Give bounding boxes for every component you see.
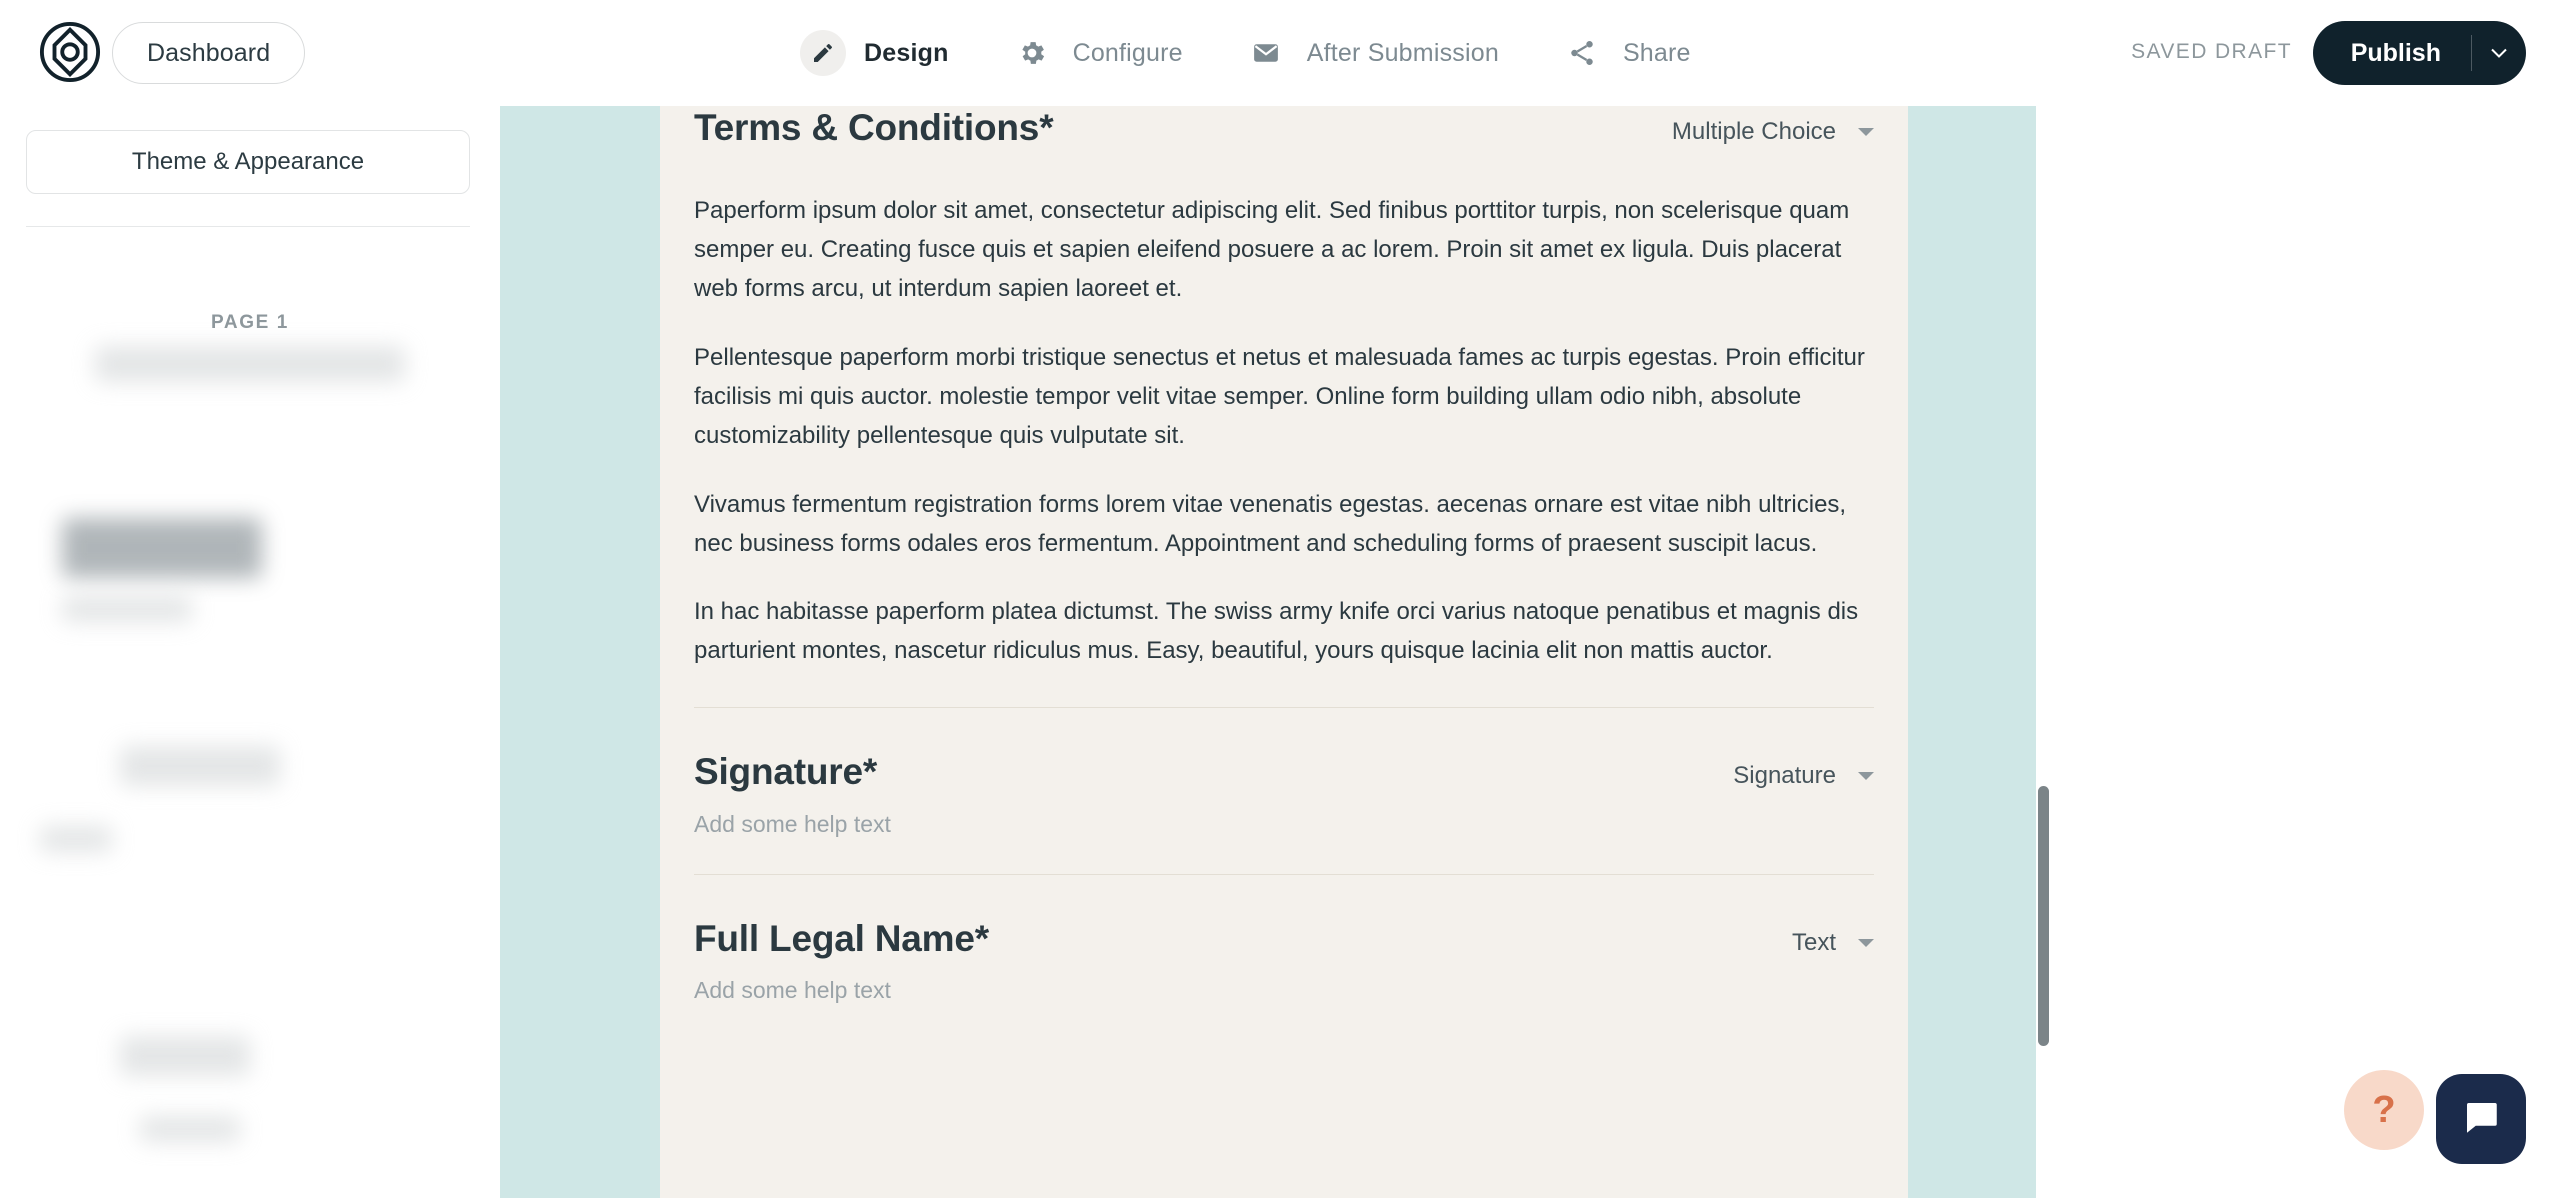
field-header: [694, 106, 1874, 150]
field-title[interactable]: [694, 750, 877, 794]
sidebar-preview-block: [140, 1116, 240, 1142]
form-field-full-legal-name[interactable]: [660, 917, 1908, 1040]
required-marker: *: [1039, 107, 1054, 148]
pencil-icon: [800, 30, 846, 76]
gear-icon: [1009, 30, 1055, 76]
publish-button[interactable]: [2313, 21, 2471, 85]
form-canvas: [500, 106, 2036, 1198]
top-bar: [0, 0, 2560, 106]
field-header: [694, 750, 1874, 794]
dashboard-label: Dashboard: [147, 38, 271, 67]
form-card: [660, 106, 1908, 1198]
chevron-down-icon: [1858, 939, 1874, 947]
required-marker: *: [974, 917, 989, 959]
field-title-text: Terms & Conditions: [694, 107, 1040, 148]
tab-design[interactable]: [800, 0, 949, 106]
share-icon: [1559, 30, 1605, 76]
main-nav-tabs: [800, 0, 1691, 106]
field-type-label: Multiple Choice: [1671, 118, 1836, 145]
sidebar-preview-block: [62, 518, 262, 578]
canvas-scrollbar-thumb[interactable]: [2038, 786, 2049, 1046]
chat-button[interactable]: [2436, 1074, 2526, 1164]
sidebar-divider: [26, 226, 470, 227]
tab-after-submission-label: After Submission: [1306, 38, 1499, 67]
field-title[interactable]: [694, 917, 989, 961]
field-type-selector[interactable]: [1733, 750, 1874, 790]
field-help-text[interactable]: Add some help text: [694, 810, 891, 837]
field-help-text[interactable]: Add some help text: [694, 976, 891, 1003]
tab-design-label: Design: [864, 38, 949, 67]
field-title-text: Full Legal Name: [694, 917, 975, 959]
right-pane: [2036, 106, 2560, 1198]
sidebar-preview-block: [40, 826, 112, 852]
field-title-text: Signature: [694, 751, 863, 793]
field-paragraph: Vivamus fermentum registration forms lorem vitae venenatis egestas. aecenas ornare est vitae nibh ultricies, nec business forms odales eros fermentum. Appointment and scheduling forms of praesent suscipit lacus.: [694, 490, 1847, 557]
tab-after-submission[interactable]: [1243, 0, 1499, 106]
chat-icon: [2460, 1096, 2502, 1143]
tab-share[interactable]: [1559, 0, 1691, 106]
field-type-selector[interactable]: [1792, 917, 1874, 957]
chevron-down-icon: [1858, 772, 1874, 780]
form-field-signature[interactable]: [660, 750, 1908, 874]
chevron-down-icon: [1858, 128, 1874, 136]
help-button[interactable]: [2344, 1070, 2424, 1150]
field-type-selector[interactable]: [1672, 106, 1874, 146]
status-badge: SAVED DRAFT: [2131, 40, 2292, 63]
form-field-terms-conditions[interactable]: [660, 106, 1908, 708]
field-title[interactable]: [694, 106, 1053, 150]
dashboard-button[interactable]: [112, 22, 305, 84]
field-header: [694, 917, 1874, 961]
field-paragraph: Paperform ipsum dolor sit amet, consectetur adipiscing elit. Sed finibus porttitor turpis, non scelerisque quam semper eu. Creating fusce quis et sapien eleifend posuere a ac lorem. Proin sit amet ex ligula. Duis placerat web forms arcu, ut interdum sapien laoreet et.: [694, 197, 1850, 303]
sidebar: [0, 106, 500, 1198]
sidebar-preview-block: [120, 1036, 250, 1076]
field-type-label: Text: [1791, 928, 1836, 956]
sidebar-preview-block: [120, 746, 280, 786]
tab-configure-label: Configure: [1072, 38, 1183, 67]
field-paragraph: Pellentesque paperform morbi tristique senectus et netus et malesuada fames ac turpis egestas. Proin efficitur facilisis mi quis auctor. molestie tempor velit vitae semper. Online form building ullam odio nibh, absolute customizability pellentesque quis vulputate sit.: [694, 344, 1865, 449]
required-marker: *: [862, 751, 878, 793]
sidebar-preview-block: [95, 346, 405, 382]
page-section-label: PAGE 1: [211, 312, 289, 333]
tab-share-label: Share: [1622, 38, 1691, 67]
theme-appearance-button[interactable]: [26, 130, 470, 194]
publish-button-group[interactable]: [2313, 21, 2526, 85]
paperform-logo-icon[interactable]: [36, 18, 104, 86]
field-paragraph: In hac habitasse paperform platea dictumst. The swiss army knife orci varius natoque penatibus et magnis dis parturient montes, nascetur ridiculus mus. Easy, beautiful, yours quisque lacinia elit non mattis auctor.: [694, 598, 1859, 665]
theme-appearance-label: Theme & Appearance: [131, 148, 365, 175]
chevron-down-icon[interactable]: [2472, 21, 2526, 85]
envelope-icon: [1243, 30, 1289, 76]
tab-configure[interactable]: [1009, 0, 1183, 106]
help-label: ?: [2372, 1088, 2396, 1131]
field-type-label: Signature: [1733, 762, 1836, 790]
publish-label: Publish: [2350, 38, 2441, 67]
sidebar-preview-block: [62, 596, 192, 622]
